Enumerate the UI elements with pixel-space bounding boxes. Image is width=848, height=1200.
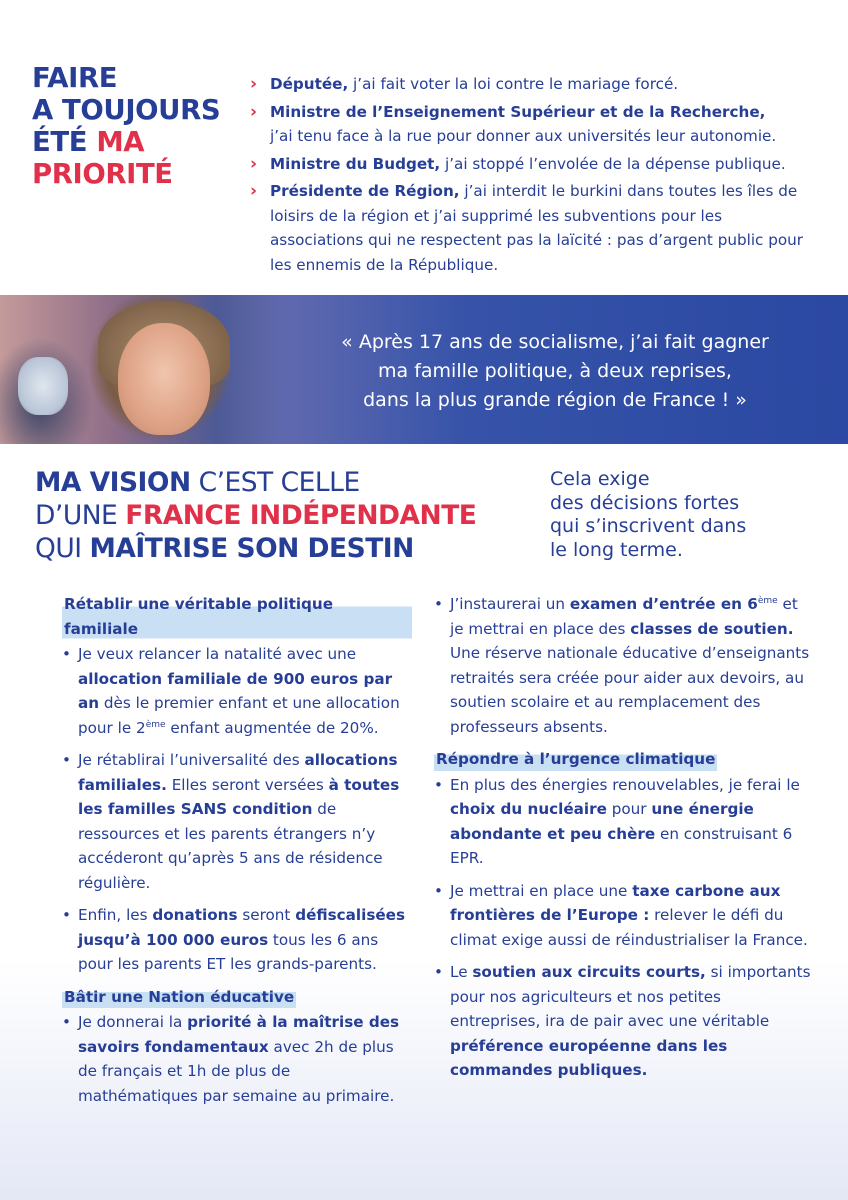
photo-face-shape [118,323,210,435]
priority-item-text: j’ai stoppé l’envolée de la dépense publique. [440,154,786,173]
bullet-superscript: ème [757,595,778,606]
bullet-text: Une réserve nationale éducative d’enseignants retraités sera créée pour aider aux devoirs, au soutien scolaire et au remplacement des professeurs absents. [450,644,810,736]
vision-title-red: FRANCE INDÉPENDANTE [125,500,477,531]
priority-item-text: j’ai tenu face à la rue pour donner aux universités leur autonomie. [270,127,777,145]
bullet-superscript: ème [145,719,166,730]
proposal-bullet [434,879,814,953]
banner-quote [305,328,805,415]
vision-title-light: D’UNE [35,500,126,531]
vision-title-line2 [35,499,535,532]
bullet-bold: à toutes les familles SANS condition [78,775,400,818]
priority-item [250,179,820,277]
quote-line: dans la plus grande région de France ! » [363,389,747,411]
bullet-text: et je mettrai en place des [450,595,798,638]
bullet-text: en construisant 6 EPR. [450,824,793,867]
priority-title-ete: ÉTÉ [32,126,97,158]
vision-title-line3 [35,532,535,565]
bullet-text: Je veux relancer la natalité avec une [78,645,357,663]
proposal-bullet [62,748,412,895]
bullet-bold: défiscalisées jusqu’à 100 000 euros [78,906,406,949]
bullet-text: pour [606,800,652,818]
bullet-icon: • [434,595,443,613]
bullet-bold: une énergie abondante et peu chère [450,800,754,843]
priority-item-role: Députée, [270,75,349,93]
bullet-text: seront [237,906,296,924]
priority-item [250,72,820,97]
vision-title-bold: MAÎTRISE SON DESTIN [89,533,414,564]
bullet-bold: donations [152,906,238,924]
bullet-bold: classes de soutien. [630,619,794,638]
chevron-right-icon: › [250,153,258,174]
bullet-icon: • [62,906,71,924]
left-column [62,592,412,1116]
bullet-bold: allocations familiales. [78,751,398,794]
vision-title-light: QUI [35,533,90,564]
priority-title-ma: MA [96,126,145,158]
priority-title-line4: PRIORITÉ [32,158,173,190]
priority-list [250,72,820,280]
quote-line: « Après 17 ans de socialisme, j’ai fait gagner [341,331,769,353]
bullet-icon: • [62,1013,71,1031]
section-heading-climate: Répondre à l’urgence climatique [434,747,717,772]
bullet-icon: • [434,963,443,981]
right-column [434,592,814,1091]
vision-side-line: des décisions fortes [550,491,740,514]
bullet-text: de ressources et les parents étrangers n’y accéderont qu’après 5 ans de résidence régulière. [78,800,383,892]
bullet-text: Le [450,963,473,981]
background-person-figure [18,357,68,415]
section-heading-education: Bâtir une Nation éducative [62,985,296,1010]
bullet-icon: • [62,645,71,663]
vision-title-bold: MA VISION [35,467,191,498]
bullet-text: Enfin, les [78,906,153,924]
bullet-bold: soutien aux circuits courts, [472,963,706,981]
bullet-bold: taxe carbone aux frontières de l’Europe : [450,881,781,924]
priority-item-role: Ministre de l’Enseignement Supérieur et de la Recherche, [270,102,766,121]
bullet-icon: • [434,775,443,794]
bullet-text: enfant augmentée de 20%. [165,718,379,737]
chevron-right-icon: › [250,101,258,122]
priority-title-line3 [32,126,252,158]
bullet-text: Elles seront versées [166,775,329,794]
bullet-text: relever le défi du climat exige aussi de réindustrialiser la France. [450,906,808,949]
vision-title-light: C’EST CELLE [190,467,360,498]
bullet-text: tous les 6 ans pour les parents ET les grands-parents. [78,930,379,973]
bullet-text: J’instaurerai un [450,595,570,613]
proposal-bullet [434,592,814,739]
bullet-icon: • [62,751,71,769]
priority-title-line1: FAIRE [32,62,118,94]
proposal-bullet [62,642,412,740]
bullet-text: Je mettrai en place une [450,881,633,900]
bullet-text: avec 2h de plus de français et 1h de plus de mathématiques par semaine au primaire. [78,1037,395,1105]
bullet-text: si importants pour nos agriculteurs et nos petites entreprises, ira de pair avec une véritable [450,963,811,1030]
bullet-bold: examen d’entrée en 6 [569,595,758,613]
proposal-bullet [434,960,814,1083]
quote-line: ma famille politique, à deux reprises, [378,360,732,382]
proposal-bullet [62,903,412,977]
priority-item-text: j’ai interdit le burkini dans toutes les îles de loisirs de la région et j’ai supprimé les subventions pour les associations qui ne respectent pas la laïcité : pas d’argent public pour les ennemis de la République. [270,182,804,274]
bullet-bold: choix du nucléaire [450,800,607,818]
section-heading-family: Rétablir une véritable politique familiale [62,592,412,641]
priority-item-text: j’ai fait voter la loi contre le mariage forcé. [348,75,679,93]
bullet-text: Je donnerai la [78,1013,188,1031]
vision-title [35,466,535,565]
priority-item-role: Ministre du Budget, [270,154,441,173]
priority-item [250,100,820,149]
proposal-bullet [434,773,814,871]
priority-title-line2: A TOUJOURS [32,94,221,126]
bullet-bold: priorité à la maîtrise des savoirs fondamentaux [78,1013,400,1056]
bullet-text: dès le premier enfant et une allocation pour le 2 [78,694,400,737]
bullet-text: Je rétablirai l’universalité des [78,751,305,769]
vision-side-line: le long terme. [550,538,683,561]
bullet-text: En plus des énergies renouvelables, je ferai le [450,775,800,794]
vision-title-line1 [35,466,535,499]
vision-side-line: Cela exige [550,468,650,490]
vision-side-text [550,468,810,562]
priority-item-role: Présidente de Région, [270,182,460,200]
candidate-photo [0,295,290,444]
bullet-bold: préférence européenne dans les commandes publiques. [450,1036,728,1079]
vision-side-line: qui s’inscrivent dans [550,515,747,537]
proposal-bullet [62,1010,412,1108]
chevron-right-icon: › [250,181,258,201]
priority-title [32,62,252,190]
priority-item [250,152,820,177]
bullet-icon: • [434,881,443,900]
chevron-right-icon: › [250,74,258,94]
bullet-bold: allocation familiale de 900 euros par an [78,669,393,712]
